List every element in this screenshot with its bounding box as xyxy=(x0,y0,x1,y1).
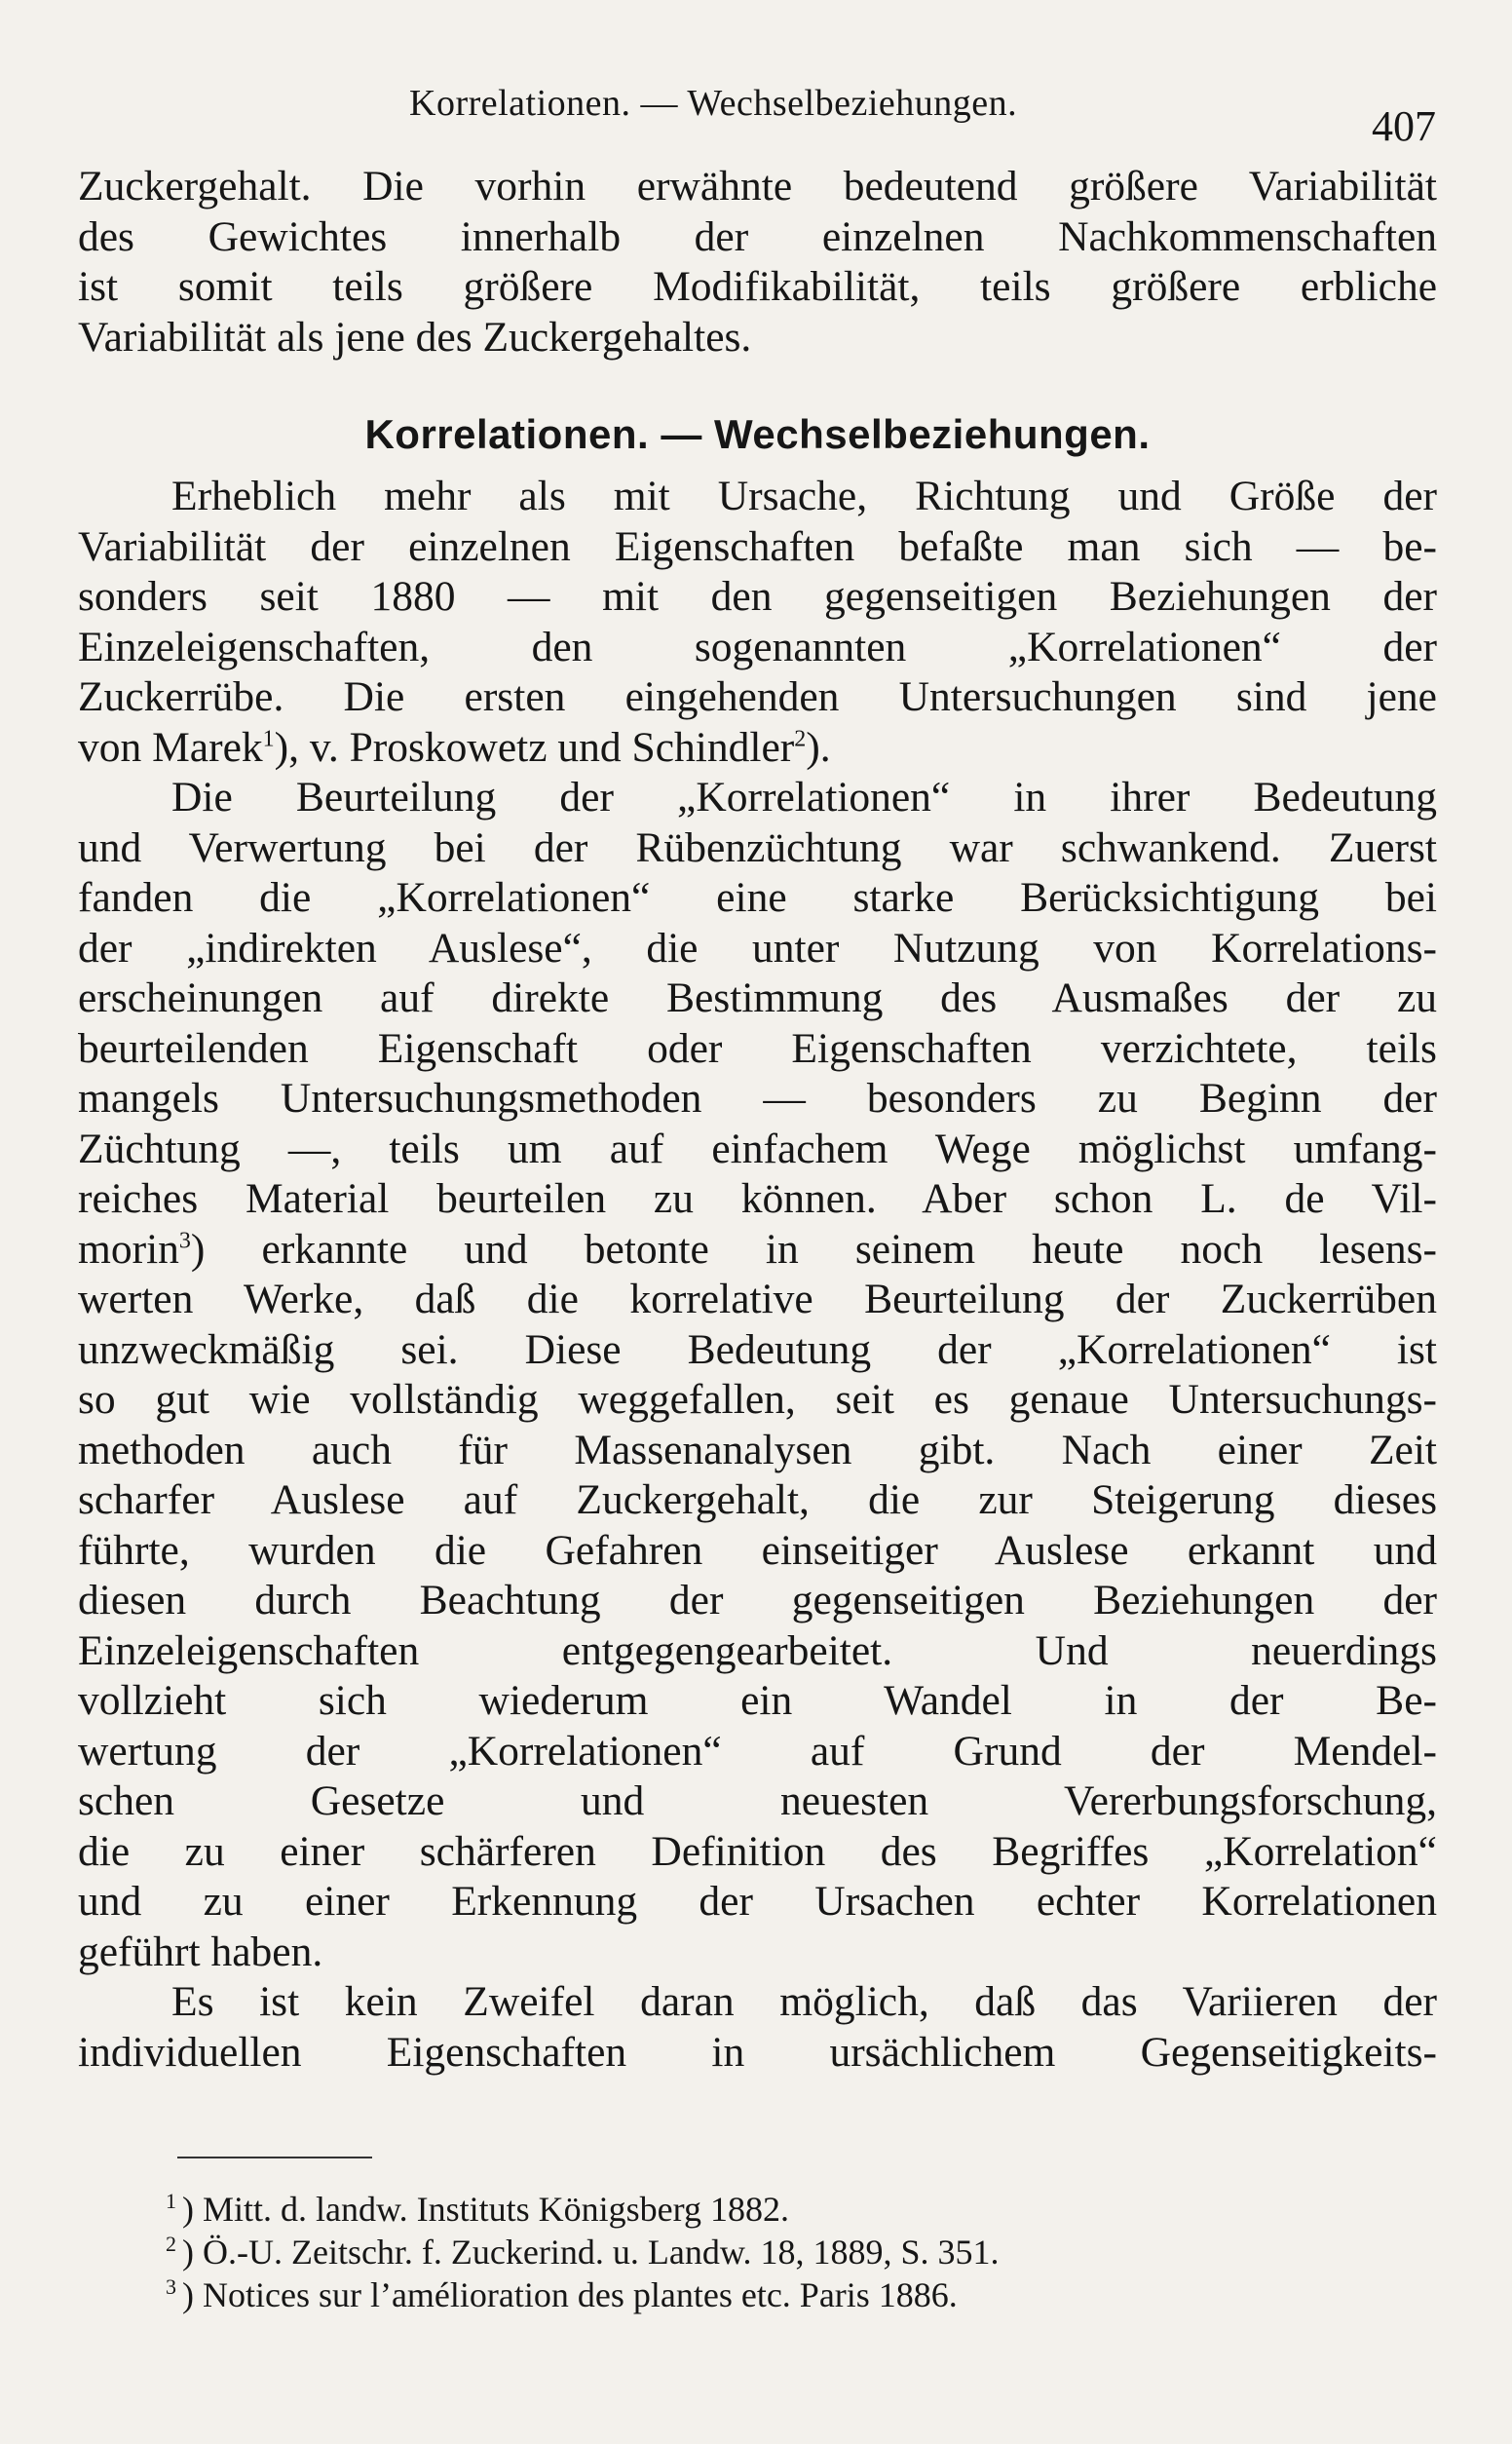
text-line-with-footnote-refs xyxy=(78,723,1437,774)
text-fragment: morin xyxy=(78,1225,179,1273)
text-line-with-footnote-ref xyxy=(78,1225,1437,1276)
text-line: wertung der „Korrelationen“ auf Grund der Mendel- xyxy=(78,1727,1437,1775)
text-fragment: ). xyxy=(806,723,831,771)
text-line: führte, wurden die Gefahren einseitiger Auslese erkannt und xyxy=(78,1526,1437,1574)
text-line: Zuckergehalt. Die vorhin erwähnte bedeutend größere Variabilität xyxy=(78,163,1437,210)
text-line: sonders seit 1880 — mit den gegenseitigen Beziehungen der xyxy=(78,573,1437,620)
footnote-text: ) Notices sur l’amélioration des plantes etc. Paris 1886. xyxy=(182,2275,958,2314)
text-line: mangels Untersuchungsmethoden — besonders zu Beginn der xyxy=(78,1075,1437,1122)
text-line: Zuckerrübe. Die ersten eingehenden Untersuchungen sind jene xyxy=(78,673,1437,720)
text-line: schen Gesetze und neuesten Vererbungsforschung, xyxy=(78,1777,1437,1824)
text-line: vollzieht sich wiederum ein Wandel in der Be- xyxy=(78,1677,1437,1724)
text-line: die zu einer schärferen Definition des Begriffes „Korrelation“ xyxy=(78,1827,1437,1875)
footnote-mark: 3 xyxy=(166,2274,176,2299)
text-line: methoden auch für Massenanalysen gibt. Nach einer Zeit xyxy=(78,1426,1437,1473)
running-head: Korrelationen. — Wechselbeziehungen. xyxy=(409,83,1018,124)
footnote-ref-2: 2 xyxy=(794,726,807,751)
text-line: geführt haben. xyxy=(78,1928,323,1975)
text-line: Variabilität als jene des Zuckergehaltes. xyxy=(78,313,752,361)
text-line: erscheinungen auf direkte Bestimmung des Ausmaßes der zu xyxy=(78,974,1437,1021)
footnote-ref-1: 1 xyxy=(262,726,275,751)
text-line: scharfer Auslese auf Zuckergehalt, die zur Steigerung dieses xyxy=(78,1476,1437,1523)
text-line: Es ist kein Zweifel daran möglich, daß das Variieren der xyxy=(171,1978,1437,2025)
text-line: Einzeleigenschaften entgegengearbeitet. Und neuerdings xyxy=(78,1626,1437,1674)
footnote-mark: 1 xyxy=(166,2189,176,2213)
text-line: individuellen Eigenschaften in ursächlichem Gegenseitigkeits- xyxy=(78,2028,1437,2076)
text-line: Variabilität der einzelnen Eigenschaften befaßte man sich — be- xyxy=(78,522,1437,570)
body-text xyxy=(78,162,1437,2078)
footnote-1 xyxy=(166,2188,1335,2231)
text-line: diesen durch Beachtung der gegenseitigen Beziehungen der xyxy=(78,1577,1437,1623)
footnote-text: ) Mitt. d. landw. Instituts Königsberg 1882. xyxy=(182,2190,789,2229)
footnote-2 xyxy=(166,2231,1335,2273)
text-line: Züchtung —, teils um auf einfachem Wege möglichst umfang- xyxy=(78,1125,1437,1172)
footnotes xyxy=(166,2188,1335,2316)
footnote-mark: 2 xyxy=(166,2232,176,2256)
text-line: werten Werke, daß die korrelative Beurteilung der Zuckerrüben xyxy=(78,1276,1437,1322)
text-line: unzweckmäßig sei. Diese Bedeutung der „Korrelationen“ ist xyxy=(78,1325,1437,1373)
text-fragment: von Marek xyxy=(78,723,263,771)
footnote-3 xyxy=(166,2273,1335,2316)
text-fragment: ) erkannte und betonte in seinem heute noch lesens- xyxy=(190,1225,1437,1273)
text-line: ist somit teils größere Modifikabilität, teils größere erbliche xyxy=(78,263,1437,310)
text-line: der „indirekten Auslese“, die unter Nutzung von Korrelations- xyxy=(78,924,1437,972)
text-line: reiches Material beurteilen zu können. Aber schon L. de Vil- xyxy=(78,1175,1437,1222)
footnote-ref-3: 3 xyxy=(178,1228,191,1253)
page-number: 407 xyxy=(1372,102,1436,150)
text-fragment: ), v. Proskowetz und Schindler xyxy=(274,723,795,771)
text-line: fanden die „Korrelationen“ eine starke Berücksichtigung bei xyxy=(78,874,1437,921)
text-line: Einzeleigenschaften, den sogenannten „Korrelationen“ der xyxy=(78,623,1437,670)
footnote-text: ) Ö.-U. Zeitschr. f. Zuckerind. u. Landw. 18, 1889, S. 351. xyxy=(182,2233,1000,2272)
footnote-divider xyxy=(177,2157,372,2158)
text-line: Erheblich mehr als mit Ursache, Richtung und Größe der xyxy=(171,473,1437,519)
text-line: des Gewichtes innerhalb der einzelnen Nachkommenschaften xyxy=(78,212,1437,260)
text-line: so gut wie vollständig weggefallen, seit es genaue Untersuchungs- xyxy=(78,1376,1437,1423)
text-line: beurteilenden Eigenschaft oder Eigenschaften verzichtete, teils xyxy=(78,1024,1437,1072)
text-line: und Verwertung bei der Rübenzüchtung war schwankend. Zuerst xyxy=(78,823,1437,871)
text-line: Die Beurteilung der „Korrelationen“ in ihrer Bedeutung xyxy=(171,774,1437,821)
section-heading: Korrelationen. — Wechselbeziehungen. xyxy=(364,411,1151,457)
text-line: und zu einer Erkennung der Ursachen echter Korrelationen xyxy=(78,1878,1437,1925)
